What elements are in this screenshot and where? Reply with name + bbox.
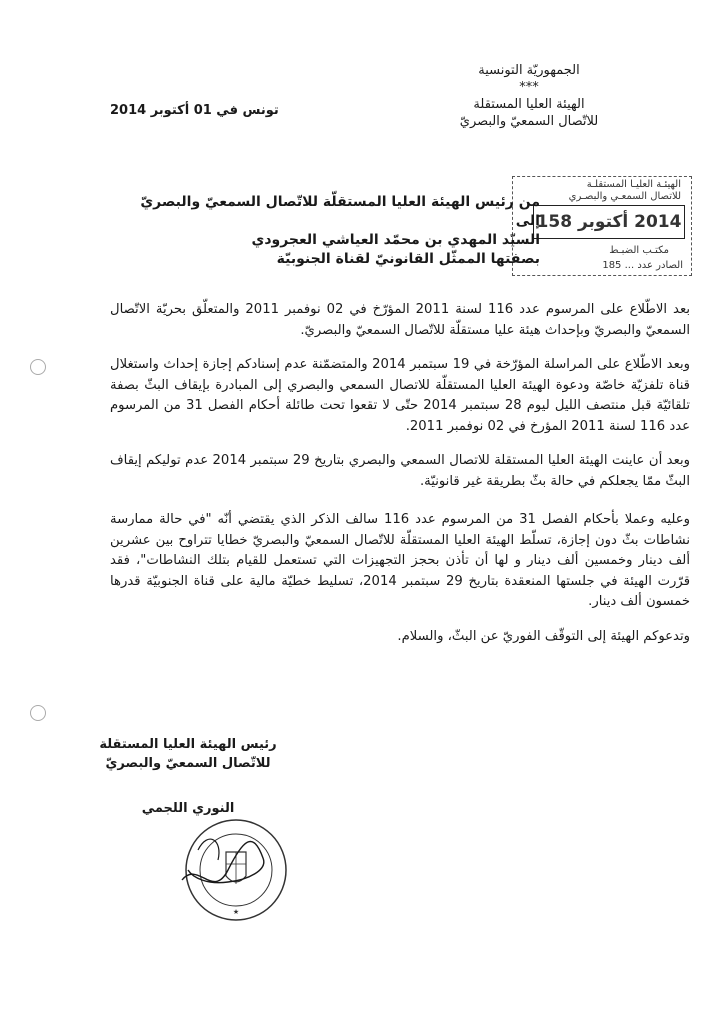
signatory-title xyxy=(98,735,278,773)
letter-body xyxy=(110,300,690,647)
recipient-line: السيّد المهدي بن محمّد العياشي العجرودي xyxy=(251,232,540,248)
stamp-registry-number: 2014 أكتوبر 158 xyxy=(533,205,685,239)
punch-hole-top xyxy=(30,359,46,375)
stamp-office: مكتـب الضبـط xyxy=(609,245,669,256)
stamp-outgoing-number: الصادر عدد ... 185 xyxy=(602,260,683,271)
punch-hole-bottom xyxy=(30,705,46,721)
address-block xyxy=(140,193,540,269)
authority-name-line2: للاتّصال السمعيّ والبصريّ xyxy=(459,114,599,129)
letter-date: تونس في 01 أكتوبر 2014 xyxy=(110,103,279,118)
recipient-capacity: بصفتها الممثّل القانونيّ لقناة الجنوبيّة xyxy=(276,251,540,267)
separator-stars: *** xyxy=(519,80,539,95)
body-paragraph-3: وبعد أن عاينت الهيئة العليا المستقلة للاتصال السمعي والبصري بتاريخ 29 سبتمبر 2014 عدم توليكم إيقاف البثّ ممّا يجعلكم في حالة بثّ بطريقة غير قانونيّة. xyxy=(110,453,691,489)
official-seal-with-signature xyxy=(168,810,298,930)
stamp-authority-line2: للاتصال السمعـي والبصـري xyxy=(568,191,681,202)
authority-name-line1: الهيئة العليا المستقلة xyxy=(473,97,585,112)
stamp-authority-line1: الهيئـة العليـا المستقلـة xyxy=(586,179,681,190)
body-paragraph-4: وعليه وعملا بأحكام الفصل 31 من المرسوم عدد 116 سالف الذكر الذي يقتضي أنّه "في حالة ممارسة نشاطات بثّ دون إجازة، تسلّط الهيئة العليا المستقلّة للاتّصال السمعيّ والبصريّ خطايا تتراوح بين عشرين ألف دينار وخمسين ألف دينار و لها أن تأذن بحجز التجهيزات التي تستعمل للقيام بتلك النشاطات"، فقد قرّرت الهيئة في جلستها المنعقدة بتاريخ 29 سبتمبر 2014، تسليط خطيّة مالية على قناة الجنوبيّة قدرها خمسون ألف دينار. xyxy=(110,512,691,609)
handwritten-signature xyxy=(182,841,264,882)
signatory-title-line2: للاتّصال السمعيّ والبصريّ xyxy=(105,756,271,771)
to-line: إلى xyxy=(515,213,540,229)
signatory-name: النوري اللجمي xyxy=(141,801,235,816)
letterhead xyxy=(429,62,629,130)
sender-line: من رئيس الهيئة العليا المستقلّة للاتّصال السمعيّ والبصريّ xyxy=(140,194,540,210)
body-paragraph-1: بعد الاطّلاع على المرسوم عدد 116 لسنة 2011 المؤرّخ في 02 نوفمبر 2011 والمتعلّق بحريّة الاتّصال السمعيّ والبصريّ وبإحداث هيئة عليا مستقلّة للاتّصال السمعيّ والبصريّ. xyxy=(110,302,690,338)
svg-text:★: ★ xyxy=(232,908,240,916)
country-name: الجمهوريّة التونسية xyxy=(478,63,580,78)
signatory-title-line1: رئيس الهيئة العليا المستقلة xyxy=(99,737,277,752)
body-paragraph-5: وتدعوكم الهيئة إلى التوقّف الفوريّ عن البثّ، والسلام. xyxy=(397,628,690,644)
body-paragraph-2: وبعد الاطّلاع على المراسلة المؤرّخة في 19 سبتمبر 2014 والمتضمّنة عدم إسنادكم إجازة إحداث واستغلال قناة تلفزيّة خاصّة ودعوة الهيئة العليا المستقلّة للاتصال السمعي والبصري إلى المبادرة بإيقاف البثّ بصفة تلقائيّة قبل منتصف الليل ليوم 28 سبتمبر 2014 حتّى لا تقعوا تحت طائلة أحكام الفصل 31 من المرسوم عدد 116 لسنة 2011 المؤرخ في 02 نوفمبر 2011. xyxy=(110,357,691,434)
